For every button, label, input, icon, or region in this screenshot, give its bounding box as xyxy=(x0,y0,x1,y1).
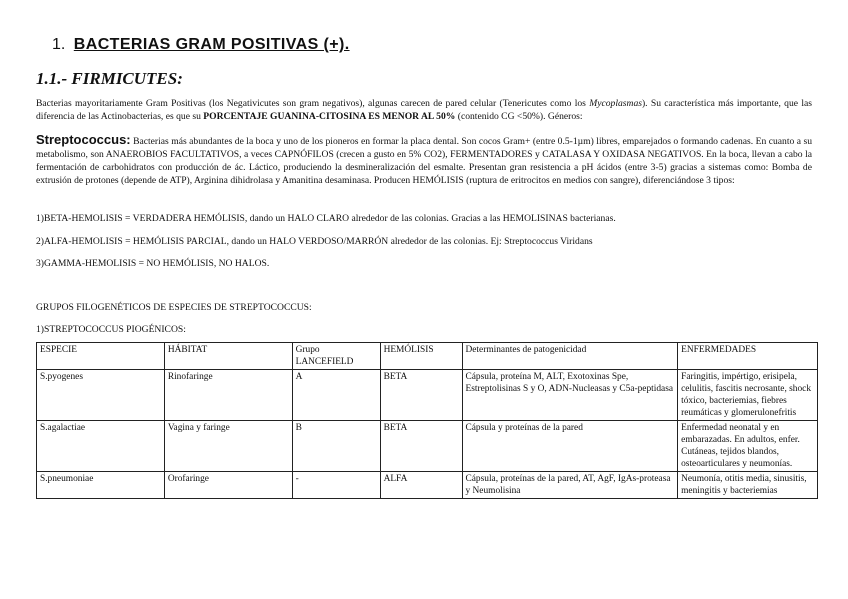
header-grupo: Grupo LANCEFIELD xyxy=(292,343,380,370)
streptococcus-description: Bacterias más abundantes de la boca y uno de los pioneros en formar la placa dental. Son cocos Gram+ (entre 0.5-1µm) libres, emparejados o formando cadenas. En cuanto a su metabolismo, son ANAEROBIOS FACULTATIVOS, a veces CAPNÓFILOS (crecen a gusto en 5% CO2), FERMENTADORES y CATALASA Y OXIDASA NEGATIVOS. En la boca, llevan a cabo la fermentación de carbohidratos con producción de ác. Láctico, produciendo la desmineralización del esmalte. Presentan gran resistencia a pH ácidos (entre 3-5) gracias a sistemas como: Bomba de extrusión de protones (depende de ATP), Arginina dihidrolasa y Amanitina desaminasa. Producen HEMÓLISIS (ruptura de eritrocitos en medios con sangre), diferenciándose 3 tipos: xyxy=(36,136,812,186)
cell-grupo: A xyxy=(292,370,380,421)
intro-paragraph xyxy=(36,97,812,123)
cell-especie: S.pneumoniae xyxy=(37,472,165,499)
intro-text-2: ). Su característica más importante, que las diferencia de las Actinobacterias, es que su xyxy=(36,98,812,122)
header-habitat: HÁBITAT xyxy=(164,343,292,370)
table-header-row xyxy=(37,343,818,370)
intro-bold-text: PORCENTAJE GUANINA-CITOSINA ES MENOR AL 50% xyxy=(203,111,456,122)
hemolysis-beta: 1)BETA-HEMOLISIS = VERDADERA HEMÓLISIS, dando un HALO CLARO alrededor de las colonias. Gracias a las HEMOLISINAS bacterianas. xyxy=(36,213,616,224)
header-especie: ESPECIE xyxy=(37,343,165,370)
hemolysis-alfa: 2)ALFA-HEMOLISIS = HEMÓLISIS PARCIAL, dando un HALO VERDOSO/MARRÓN alrededor de las colonias. Ej: Streptococcus Viridans xyxy=(36,236,593,247)
cell-grupo: B xyxy=(292,421,380,472)
cell-habitat: Vagina y faringe xyxy=(164,421,292,472)
cell-hemolisis: BETA xyxy=(380,370,462,421)
cell-hemolisis: ALFA xyxy=(380,472,462,499)
header-hemolisis: HEMÓLISIS xyxy=(380,343,462,370)
streptococcus-paragraph xyxy=(36,133,812,187)
intro-italic-term: Mycoplasmas xyxy=(589,98,642,109)
subsection-heading: 1.1.- FIRMICUTES: xyxy=(36,69,183,88)
pyogenic-title: 1)STREPTOCOCCUS PIOGÉNICOS: xyxy=(36,324,186,335)
cell-grupo: - xyxy=(292,472,380,499)
table-row xyxy=(37,472,818,499)
cell-especie: S.pyogenes xyxy=(37,370,165,421)
cell-determinantes: Cápsula, proteína M, ALT, Exotoxinas Spe, Estreptolisinas S y O, ADN-Nucleasas y C5a-peptidasa xyxy=(462,370,678,421)
table-row xyxy=(37,370,818,421)
cell-hemolisis: BETA xyxy=(380,421,462,472)
cell-especie: S.agalactiae xyxy=(37,421,165,472)
intro-text-3: (contenido CG <50%). Géneros: xyxy=(455,111,583,122)
header-enfermedades: ENFERMEDADES xyxy=(678,343,818,370)
header-determinantes: Determinantes de patogenicidad xyxy=(462,343,678,370)
section-number: 1. xyxy=(52,36,66,53)
cell-enfermedades: Faringitis, impértigo, erisipela, celulitis, fascitis necrosante, shock tóxico, bacteriemias, fiebres reumáticas y glomerulonefritis xyxy=(678,370,818,421)
hemolysis-gamma: 3)GAMMA-HEMOLISIS = NO HEMÓLISIS, NO HALOS. xyxy=(36,258,270,269)
groups-title: GRUPOS FILOGENÉTICOS DE ESPECIES DE STREPTOCOCCUS: xyxy=(36,302,312,313)
cell-enfermedades: Neumonía, otitis media, sinusitis, meningitis y bacteriemias xyxy=(678,472,818,499)
intro-text-1: Bacterias mayoritariamente Gram Positivas (los Negativicutes son gram negativos), algunas carecen de pared celular (Tenericutes como los xyxy=(36,98,590,109)
section-heading xyxy=(52,36,350,54)
section-title: BACTERIAS GRAM POSITIVAS (+). xyxy=(73,36,350,53)
streptococcus-term: Streptococcus: xyxy=(36,132,131,147)
cell-habitat: Rinofaringe xyxy=(164,370,292,421)
cell-habitat: Orofaringe xyxy=(164,472,292,499)
cell-determinantes: Cápsula y proteínas de la pared xyxy=(462,421,678,472)
cell-enfermedades: Enfermedad neonatal y en embarazadas. En adultos, enfer. Cutáneas, tejidos blandos, osteoarticulares y neumonías. xyxy=(678,421,818,472)
table-row xyxy=(37,421,818,472)
cell-determinantes: Cápsula, proteínas de la pared, AT, AgF, IgAs-proteasa y Neumolisina xyxy=(462,472,678,499)
species-table xyxy=(36,342,818,499)
